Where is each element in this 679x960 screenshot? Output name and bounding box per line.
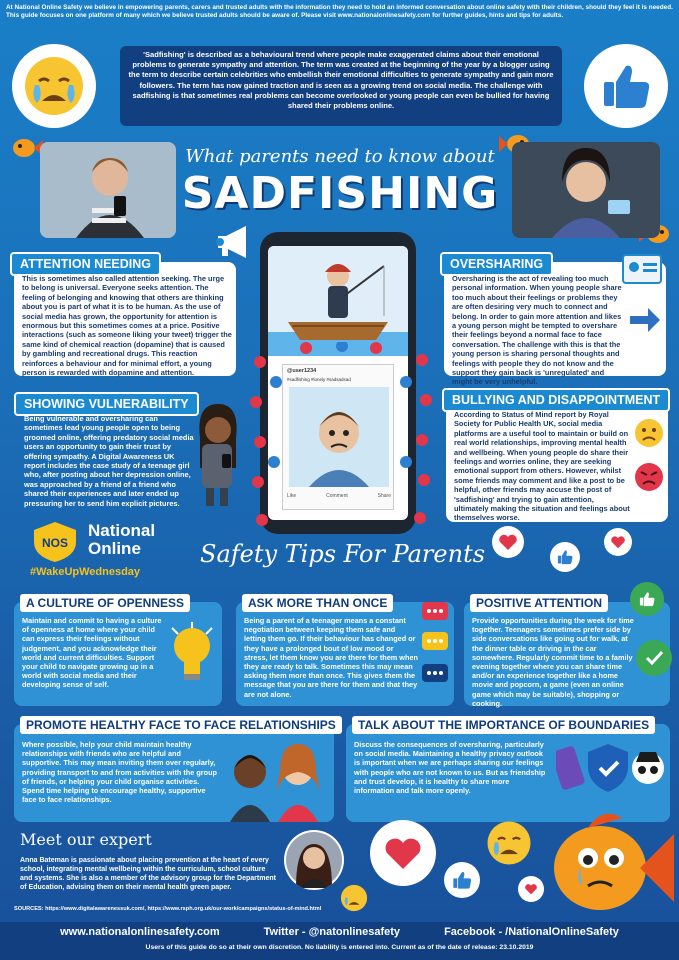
friends-illustration bbox=[220, 738, 330, 822]
crying-emoji-icon bbox=[486, 820, 532, 866]
heart-badge bbox=[604, 528, 632, 556]
oversharing-title: OVERSHARING bbox=[440, 252, 553, 276]
bullying-card bbox=[446, 393, 668, 523]
lightbulb-icon bbox=[168, 622, 216, 686]
heart-icon bbox=[383, 835, 423, 871]
teen-girl-photo bbox=[512, 142, 660, 238]
post-username: @user1234 bbox=[287, 368, 317, 374]
intro-text-box bbox=[120, 46, 562, 126]
fish-icon bbox=[540, 806, 676, 922]
intro-text: 'Sadfishing' is described as a behavioural trend where people make exaggerated claims about their emotional problems to generate sympathy and attention. The term was created at the beginning of the year by a blogger using the term to describe certain celebrities who embellish their emotional difficulties to generate sympathy and gain more followers. The term has now gained traction and is seen as a growing trend on social media. The challenge with sadfishing is that sometimes real problems can become overlooked or young people can even be bullied for having shared their problems online. bbox=[128, 50, 554, 111]
attention-needing-title: ATTENTION NEEDING bbox=[10, 252, 161, 276]
nos-shield-icon bbox=[30, 520, 80, 564]
thumbs-up-icon bbox=[598, 58, 654, 114]
post-comment-button[interactable]: Comment bbox=[326, 493, 348, 499]
footer-disclaimer: Users of this guide do so at their own discretion. No liability is entered into. Current as of the date of release: 23.10.2019 bbox=[145, 944, 534, 951]
phone-shield-spy-icons bbox=[556, 738, 666, 808]
tip-boundaries-body: Discuss the consequences of oversharing, particularly on social media. Maintaining a healthy privacy outlook is important when we are perhaps sharing our feelings with people who are not known to us. But as friendship and trust develop, it is healthy to share more information and talk more openly. bbox=[354, 740, 546, 796]
thumbs-up-badge bbox=[584, 44, 668, 128]
attention-needing-body: This is sometimes also called attention seeking. The urge to belong is universal. Everyone seeks attention. The feeling of belonging and knowing that others are thinking about you is part of what it is to be human. As the use of social media has grown, the opportunity for attention is enormous but this sometimes comes at a price. Positive interactions (such as someone liking your tweet) trigger the same kind of chemical reaction (dopamine) that is caused by gambling and recreational drugs. This reaction reinforces a behaviour and for minimal effort, a young person is rewarded with dopamine and attention. bbox=[22, 274, 232, 378]
bullying-body: According to Status of Mind report by Royal Society for Public Health UK, social media platforms are a useful tool to maintain or build on real world relationships, improving mental health and wellbeing. When young people do share their feelings and worries online, they are seeking emotional support from others. However, whilst some friends may comment and like a post to be helpful, other friends may accuse the post of 'sadfishing' and trying to gain attention, ultimately making the situation and feelings about themselves worse. bbox=[454, 410, 630, 523]
crying-emoji-badge bbox=[12, 44, 96, 128]
showing-vulnerability-title: SHOWING VULNERABILITY bbox=[14, 392, 199, 416]
footer-website-link[interactable]: www.nationalonlinesafety.com bbox=[60, 926, 220, 938]
nos-name: National Online bbox=[88, 521, 156, 558]
sad-emoji-icon bbox=[634, 418, 664, 448]
shield-icon bbox=[588, 744, 628, 792]
heading-title: SADFISHING bbox=[181, 168, 499, 219]
arrow-icon bbox=[628, 306, 662, 334]
tip-openness-card bbox=[14, 596, 222, 706]
crying-emoji-icon bbox=[23, 55, 85, 117]
heart-badge bbox=[492, 526, 524, 558]
bullying-title: BULLYING AND DISAPPOINTMENT bbox=[442, 388, 670, 412]
heading-subtitle: What parents need to know about bbox=[185, 146, 495, 167]
expert-avatar bbox=[284, 830, 344, 890]
tip-ask-more-title: ASK MORE THAN ONCE bbox=[242, 594, 393, 612]
angry-emoji-icon bbox=[634, 462, 664, 492]
chat-bubble-icon bbox=[420, 602, 450, 702]
post-hashtags: #sadfishing #lonely #sadsadsad bbox=[287, 377, 351, 382]
fishing-boat-illustration bbox=[268, 246, 408, 356]
tip-positive-body: Provide opportunities during the week for time together. Teenagers sometimes prefer side by side conversations like going out for walk, at the dinner table or driving in the car somewhere. Regularly commit time to a family evening together where you can share time and/or an experience together like a home movie and popcorn, a game (even an online game which may be suitable), shopping or cooking. bbox=[472, 616, 634, 708]
top-note: At National Online Safety we believe in empowering parents, carers and trusted adults with the information they need to hold an informed conversation about online safety with their children, should they feel it is needed. This guide focuses on one platform of many which we believe trusted adults should be aware of. Please visit www.nationalonlinesafety.com for further guides, hints and tips for adults. bbox=[6, 4, 673, 19]
tip-ask-more-card bbox=[236, 596, 454, 706]
nos-hashtag: #WakeUpWednesday bbox=[30, 566, 141, 578]
id-card-icon bbox=[622, 254, 662, 284]
heart-badge-large bbox=[370, 820, 436, 886]
thumbs-up-icon bbox=[638, 590, 656, 608]
tip-boundaries-title: TALK ABOUT THE IMPORTANCE OF BOUNDARIES bbox=[352, 716, 655, 734]
oversharing-body: Oversharing is the act of revealing too much personal information. When young people share too much about their feelings or problems they are often desiring very much to connect and belong. In order to gain more attention and likes a young person might be tempted to overshare their feelings beyond a normal face to face conversation. The challenge with this is that the young person is sharing personal thoughts and feelings with people they do not know and the support they gain back is 'unregulated' and might be very unhelpful. bbox=[452, 274, 622, 387]
safety-tips-title: Safety Tips For Parents bbox=[200, 540, 486, 568]
heart-icon bbox=[524, 883, 538, 895]
heart-icon bbox=[610, 535, 626, 549]
megaphone-icon bbox=[212, 224, 256, 260]
attention-needing-card bbox=[14, 257, 236, 378]
heart-icon bbox=[498, 533, 518, 551]
thumbs-up-icon bbox=[556, 548, 574, 566]
checkmark-icon bbox=[644, 648, 664, 668]
like-badge bbox=[630, 582, 664, 616]
crying-emoji-icon bbox=[340, 884, 368, 912]
floating-hearts-decoration bbox=[246, 342, 436, 534]
showing-vulnerability-body: Being vulnerable and oversharing can sometimes lead young people open to being groomed online, offering predatory social media users an opportunity to gain their trust by offering sympathy. A Digital Awareness UK report includes the case study of a teenage girl who, after posting about her depression online, was approached by a friend of a friend who shared their experiences and later ended up pressuring her to send him explicit pictures. bbox=[24, 414, 194, 508]
tip-face-to-face-title: PROMOTE HEALTHY FACE TO FACE RELATIONSHIPS bbox=[20, 716, 342, 734]
expert-title: Meet our expert bbox=[20, 830, 152, 849]
footer-twitter-link[interactable]: Twitter - @natonlinesafety bbox=[263, 926, 401, 938]
oversharing-card bbox=[444, 257, 666, 387]
tip-face-to-face-card bbox=[14, 718, 336, 822]
tip-openness-body: Maintain and commit to having a culture of openness at home where your child can express their feelings without judgement, and you acknowledge their world and current difficulties. Support your child to navigate growing up in a world with social media and their developing sense of self. bbox=[22, 616, 162, 690]
thumbs-up-icon bbox=[451, 869, 473, 891]
expert-body: Anna Bateman is passionate about placing prevention at the heart of every school, integrating mental wellbeing within the curriculum, school culture and systems. She is also a member of the advisory group for the Department of Education, advising them on their mental health green paper. bbox=[20, 857, 276, 891]
post-like-button[interactable]: Like bbox=[287, 493, 297, 499]
check-badge bbox=[636, 640, 672, 676]
girl-with-phone-illustration bbox=[188, 398, 242, 506]
thumbs-up-badge-bottom bbox=[444, 862, 480, 898]
sources: SOURCES: https://www.digitalawarenessuk.com/, https://www.rsph.org.uk/our-work/campaigns/status-of-mind.html bbox=[14, 906, 322, 912]
tip-face-to-face-body: Where possible, help your child maintain healthy relationships with friends who are helpful and supportive. This may mean inviting them over regularly, providing transport to and from activities with the group of friends, or helping your child organise activities. Spend time helping to encourage healthy, supportive face to face relationships. bbox=[22, 740, 217, 805]
footer-links bbox=[0, 926, 679, 938]
tip-openness-title: A CULTURE OF OPENNESS bbox=[20, 594, 190, 612]
tip-ask-more-body: Being a parent of a teenager means a constant negotiation between keeping them safe and letting them go. If their behaviour has changed or they have a prolonged bout of low mood or stress, let them know you are there for them when they are ready to talk. Sometimes this may mean asking them more than once. This gives them the message that you are there for them and that they are not alone. bbox=[244, 616, 418, 699]
thumbs-up-badge-small bbox=[550, 542, 580, 572]
svg-text:NOS: NOS bbox=[41, 536, 69, 550]
nos-logo bbox=[30, 520, 180, 584]
tip-positive-title: POSITIVE ATTENTION bbox=[470, 594, 608, 612]
post-share-button[interactable]: Share bbox=[377, 493, 391, 499]
footer-facebook-link[interactable]: Facebook - /NationalOnlineSafety bbox=[444, 926, 619, 938]
avatar bbox=[286, 832, 342, 888]
fish-icon bbox=[10, 134, 44, 162]
